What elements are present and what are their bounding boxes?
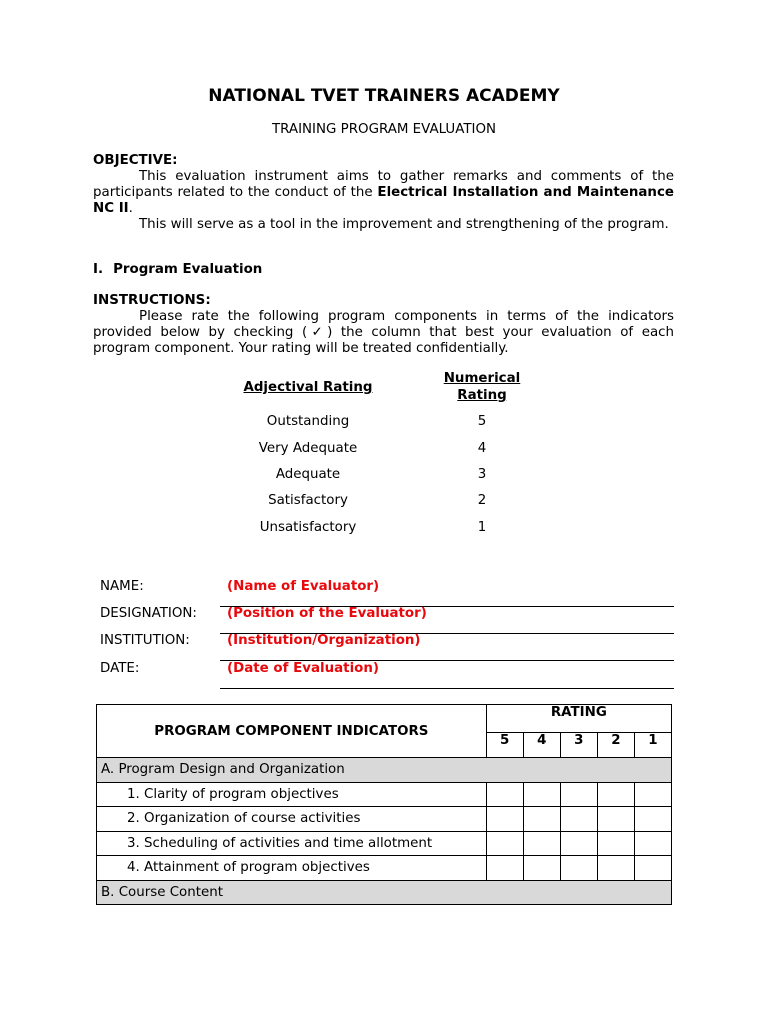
rating-cell-4[interactable] (523, 782, 560, 807)
section-title: Program Evaluation (113, 262, 263, 277)
designation-label: DESIGNATION: (100, 606, 197, 621)
scale-adjective: Very Adequate (258, 441, 358, 456)
indicators-header: PROGRAM COMPONENT INDICATORS (97, 705, 487, 758)
rating-cell-4[interactable] (523, 807, 560, 832)
rating-cell-1[interactable] (634, 807, 671, 832)
numerical-header-line-1: Numerical (443, 371, 521, 386)
scale-adjective: Unsatisfactory (259, 520, 357, 535)
document-title: NATIONAL TVET TRAINERS ACADEMY (208, 86, 560, 106)
instructions-paragraph (93, 309, 674, 357)
scale-number: 2 (477, 493, 487, 508)
rating-col-1: 1 (634, 732, 671, 757)
instructions-heading: INSTRUCTIONS: (93, 293, 211, 308)
section-b-label: B. Course Content (97, 880, 672, 905)
program-title: Electrical Installation and Maintenance NC II (93, 185, 674, 216)
section-heading (93, 262, 262, 277)
numerical-rating-header (422, 370, 542, 404)
objective-block (93, 153, 674, 233)
scale-number: 4 (477, 441, 487, 456)
rating-cell-2[interactable] (597, 831, 634, 856)
rating-col-2: 2 (597, 732, 634, 757)
rating-cell-3[interactable] (560, 856, 597, 881)
table-row (97, 807, 672, 832)
evaluation-table (96, 704, 672, 905)
rating-cell-2[interactable] (597, 856, 634, 881)
section-a-label: A. Program Design and Organization (97, 758, 672, 783)
objective-paragraph-1 (93, 169, 674, 217)
indicator-label: 4. Attainment of program objectives (97, 856, 487, 881)
section-row-a (97, 758, 672, 783)
instructions-block (93, 293, 674, 357)
name-label: NAME: (100, 579, 144, 594)
name-field[interactable]: (Name of Evaluator) (227, 579, 380, 594)
rating-cell-3[interactable] (560, 831, 597, 856)
rating-cell-5[interactable] (486, 807, 523, 832)
rating-cell-3[interactable] (560, 807, 597, 832)
rating-col-4: 4 (523, 732, 560, 757)
scale-number: 5 (477, 414, 487, 429)
scale-adjective: Adequate (275, 467, 341, 482)
adjectival-rating-header: Adjectival Rating (243, 380, 373, 395)
rating-header: RATING (486, 705, 671, 733)
document-subtitle: TRAINING PROGRAM EVALUATION (271, 122, 497, 137)
rating-cell-5[interactable] (486, 831, 523, 856)
date-label: DATE: (100, 661, 140, 676)
rating-cell-5[interactable] (486, 782, 523, 807)
rating-cell-2[interactable] (597, 782, 634, 807)
indicator-label: 2. Organization of course activities (97, 807, 487, 832)
objective-paragraph-2 (93, 217, 674, 233)
objective-text-1-end: . (128, 201, 133, 216)
rating-cell-1[interactable] (634, 782, 671, 807)
institution-label: INSTITUTION: (100, 633, 190, 648)
numerical-header-line-2: Rating (457, 388, 507, 403)
rating-cell-2[interactable] (597, 807, 634, 832)
rating-col-3: 3 (560, 732, 597, 757)
rating-col-5: 5 (486, 732, 523, 757)
objective-heading: OBJECTIVE: (93, 153, 178, 168)
rating-cell-1[interactable] (634, 831, 671, 856)
section-number: I. (93, 262, 104, 277)
table-row (97, 856, 672, 881)
objective-text-2: This will serve as a tool in the improvement and strengthening of the program. (139, 217, 669, 232)
scale-adjective: Outstanding (266, 414, 350, 429)
rating-cell-3[interactable] (560, 782, 597, 807)
scale-number: 1 (477, 520, 487, 535)
indicator-label: 3. Scheduling of activities and time allotment (97, 831, 487, 856)
rating-cell-4[interactable] (523, 856, 560, 881)
rating-cell-4[interactable] (523, 831, 560, 856)
table-row (97, 831, 672, 856)
scale-adjective: Satisfactory (268, 493, 348, 508)
table-header-row (97, 705, 672, 733)
instructions-text: Please rate the following program components in terms of the indicators provided below by checking (✓) the column that best your evaluation of each program component. Your rating will be treated confidentially. (93, 309, 674, 356)
scale-number: 3 (477, 467, 487, 482)
objective-text-1: This evaluation instrument aims to gather remarks and comments of the participants related to the conduct of the (93, 169, 674, 200)
rating-cell-1[interactable] (634, 856, 671, 881)
date-field[interactable]: (Date of Evaluation) (227, 661, 380, 676)
date-underline (220, 688, 674, 689)
designation-field[interactable]: (Position of the Evaluator) (227, 606, 427, 621)
rating-cell-5[interactable] (486, 856, 523, 881)
institution-field[interactable]: (Institution/Organization) (227, 633, 421, 648)
table-row (97, 782, 672, 807)
section-row-b (97, 880, 672, 905)
indicator-label: 1. Clarity of program objectives (97, 782, 487, 807)
